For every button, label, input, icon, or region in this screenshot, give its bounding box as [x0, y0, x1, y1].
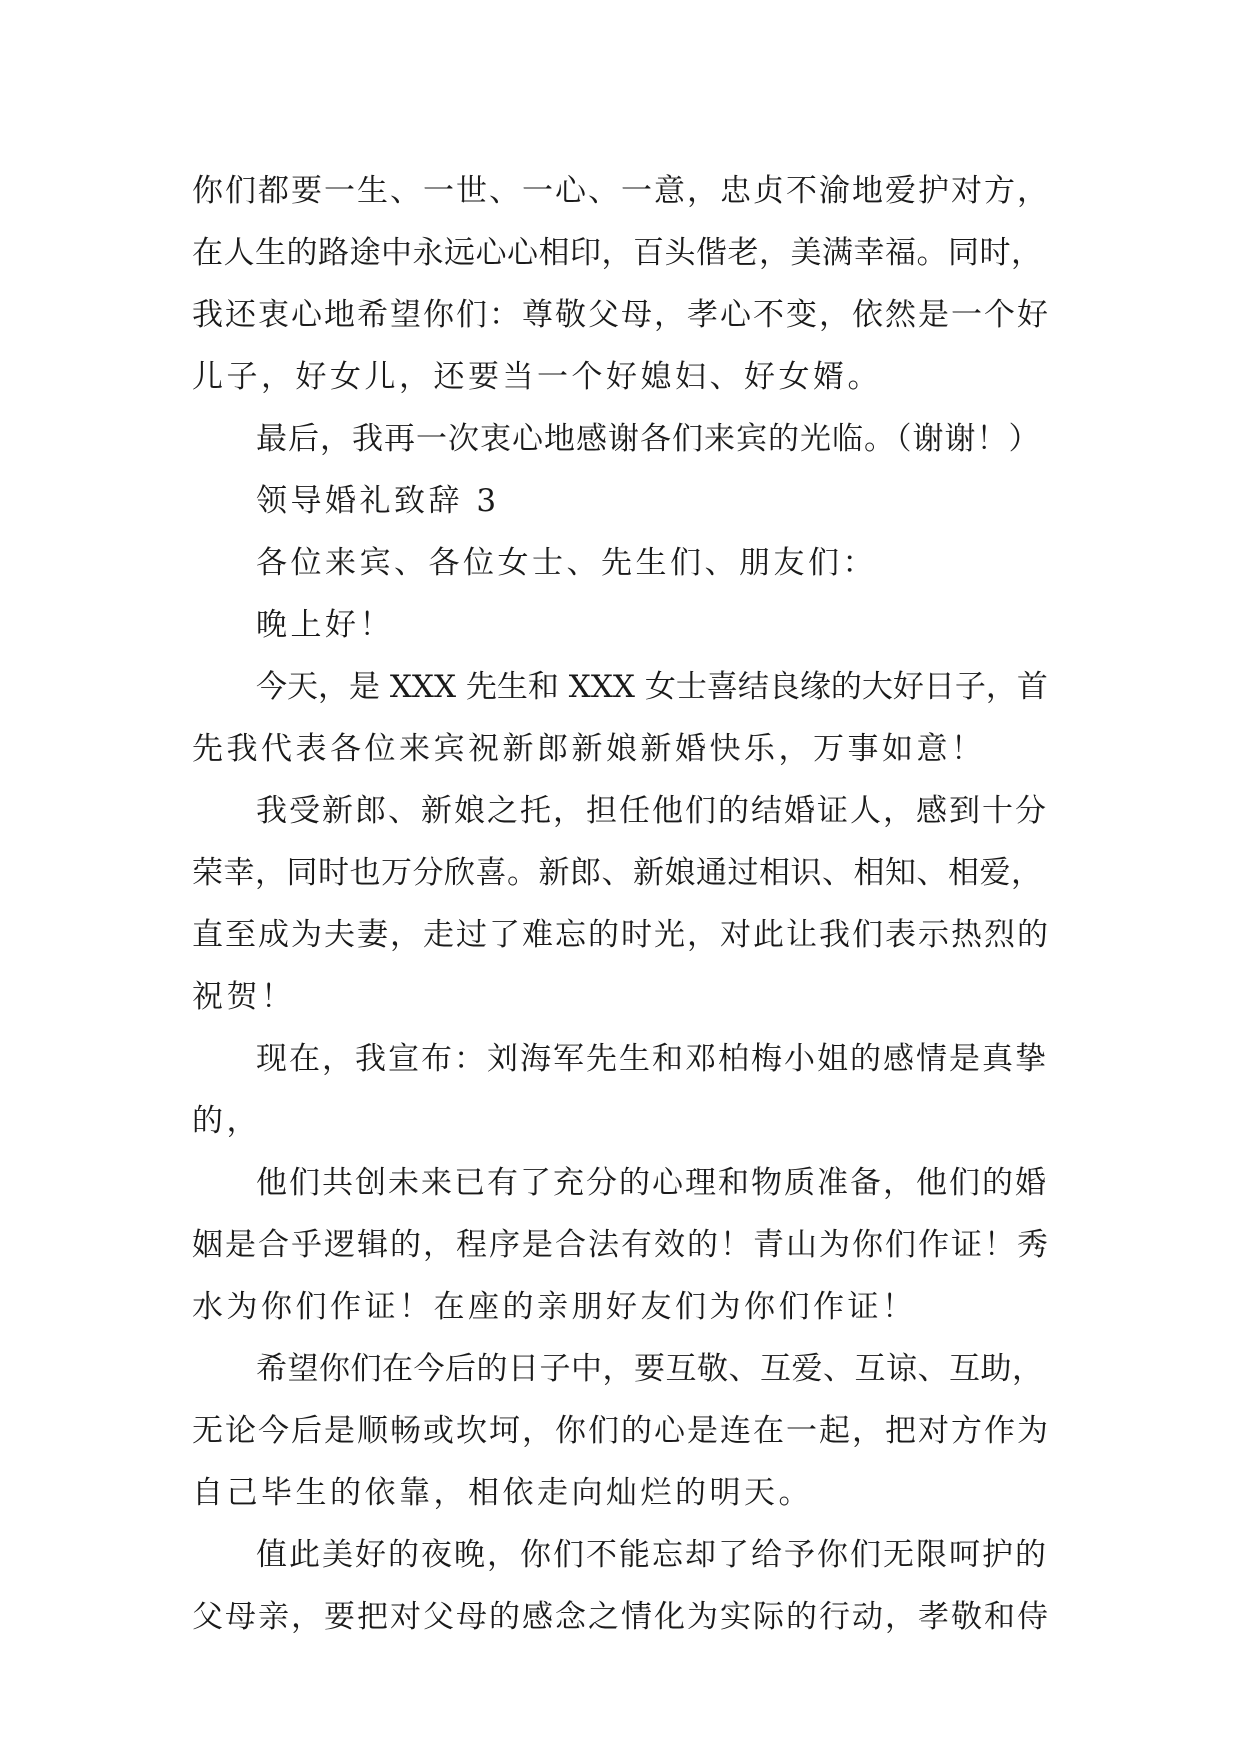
- text-line: 值此美好的夜晚，你们不能忘却了给予你们无限呵护的: [256, 1537, 1048, 1573]
- text-line: 现在，我宣布：刘海军先生和邓柏梅小姐的感情是真挚: [256, 1041, 1048, 1077]
- text-line: 姻是合乎逻辑的，程序是合法有效的！青山为你们作证！秀: [192, 1227, 1050, 1263]
- text-line: 希望你们在今后的日子中，要互敬、互爱、互谅、互助，: [256, 1351, 1044, 1387]
- text-line: 祝贺！: [192, 979, 296, 1015]
- text-line: 直至成为夫妻，走过了难忘的时光，对此让我们表示热烈的: [192, 917, 1050, 953]
- text-line: 我受新郎、新娘之托，担任他们的结婚证人，感到十分: [256, 793, 1048, 829]
- text-line: 他们共创未来已有了充分的心理和物质准备，他们的婚: [256, 1165, 1048, 1201]
- text-line: 儿子，好女儿，还要当一个好媳妇、好女婿。: [192, 359, 882, 395]
- text-line: 晚上好！: [256, 607, 394, 643]
- text-line: 我还衷心地希望你们：尊敬父母，孝心不变，依然是一个好: [192, 297, 1050, 333]
- text-line: 各位来宾、各位女士、先生们、朋友们：: [256, 545, 877, 581]
- text-line: 在人生的路途中永远心心相印，百头偕老，美满幸福。同时，: [192, 235, 1043, 271]
- text-line: 自己毕生的依靠，相依走向灿烂的明天。: [192, 1475, 813, 1511]
- text-line: 最后，我再一次衷心地感谢各们来宾的光临。（谢谢！）: [256, 421, 1041, 457]
- text-line: 今天，是 XXX 先生和 XXX 女士喜结良缘的大好日子，首: [256, 669, 1048, 705]
- document-body: [192, 160, 1050, 1648]
- text-line: 荣幸，同时也万分欣喜。新郎、新娘通过相识、相知、相爱，: [192, 855, 1043, 891]
- text-line: 水为你们作证！在座的亲朋好友们为你们作证！: [192, 1289, 917, 1325]
- section-heading: 领导婚礼致辞 3: [256, 483, 500, 519]
- text-line: 的，: [192, 1103, 261, 1139]
- text-line: 父母亲，要把对父母的感念之情化为实际的行动，孝敬和侍: [192, 1599, 1050, 1635]
- text-line: 无论今后是顺畅或坎坷，你们的心是连在一起，把对方作为: [192, 1413, 1050, 1449]
- text-line: 你们都要一生、一世、一心、一意，忠贞不渝地爱护对方，: [192, 173, 1050, 209]
- text-line: 先我代表各位来宾祝新郎新娘新婚快乐，万事如意！: [192, 731, 986, 767]
